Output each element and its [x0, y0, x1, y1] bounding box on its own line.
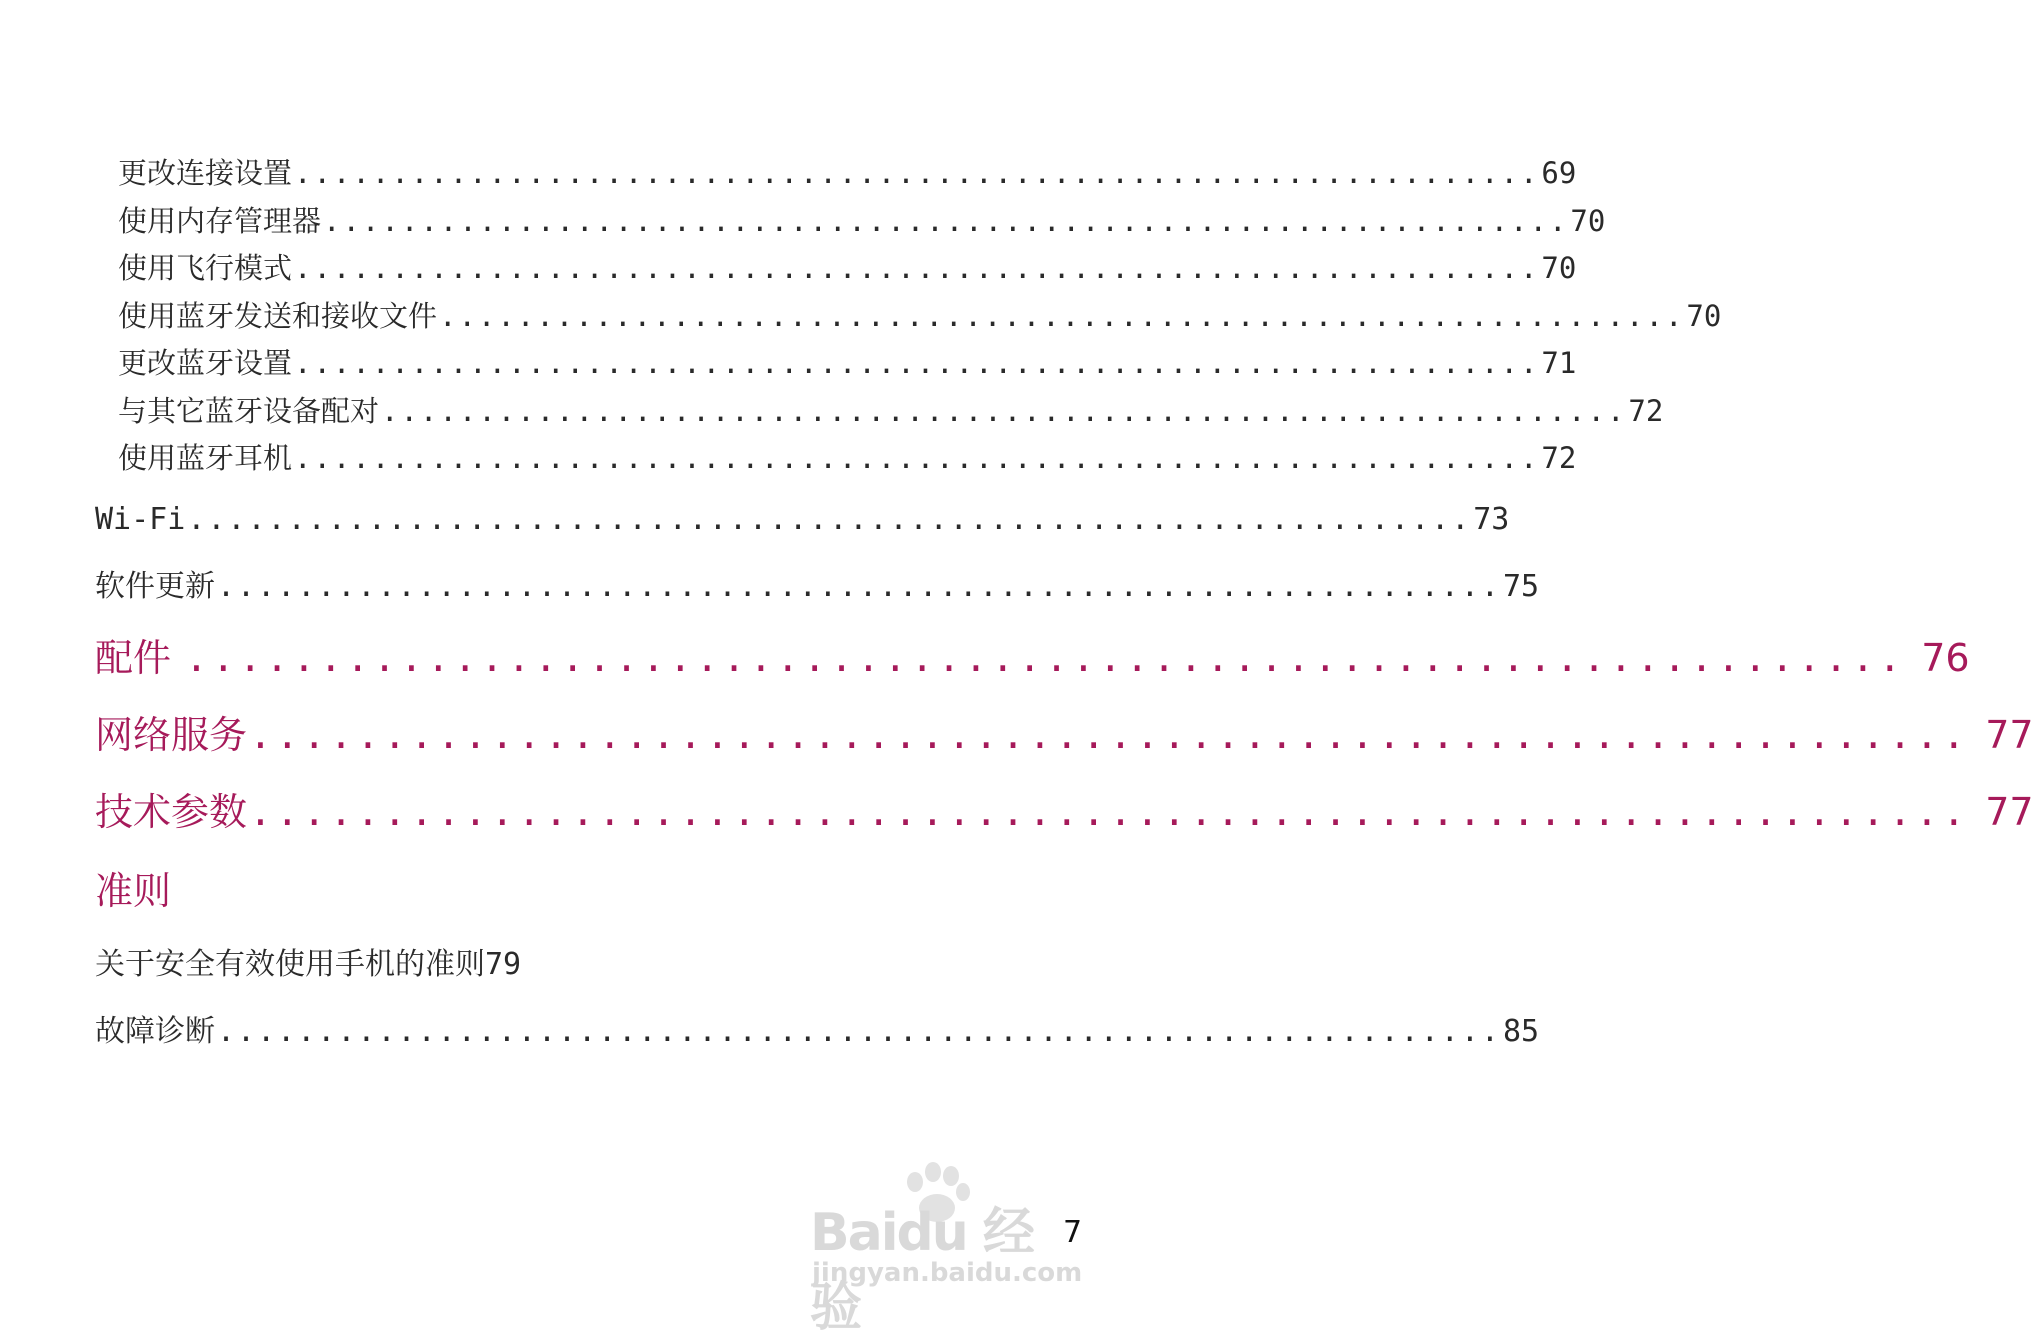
toc-entry[interactable] — [95, 245, 1577, 293]
toc-entry-page: 70 — [1686, 298, 1722, 333]
dot-leader: ................................................................ — [323, 203, 1569, 238]
toc-section-title: 网络服务 — [95, 712, 248, 757]
toc-entry-page: 70 — [1570, 203, 1606, 238]
toc-entry-title: 与其它蓝牙设备配对 — [118, 393, 380, 428]
page-number: 7 — [1063, 1215, 1083, 1250]
dot-leader: ................................................................ — [294, 156, 1540, 190]
toc-entry-title: 使用蓝牙耳机 — [118, 441, 293, 475]
toc-entry-page: 69 — [1541, 156, 1577, 190]
toc-entry-page: 79 — [485, 946, 522, 982]
toc-entry-title: 更改蓝牙设置 — [118, 346, 293, 380]
toc-entry-page: 73 — [1473, 501, 1510, 537]
dot-leader: ................................................................ — [381, 393, 1627, 428]
watermark-url: jingyan.baidu.com — [812, 1258, 1083, 1288]
dot-leader: ................................................................ — [249, 712, 1970, 757]
toc-entry[interactable] — [95, 388, 1664, 436]
toc-section-network-service[interactable] — [95, 697, 2034, 774]
watermark-brand: Baidu 经验 — [810, 1203, 1033, 1338]
toc-entry-title: 使用飞行模式 — [118, 251, 293, 285]
toc-heading-guidelines: 准则 — [95, 868, 172, 913]
toc-entry[interactable] — [95, 150, 1577, 198]
toc-entry-page: 72 — [1541, 441, 1577, 475]
toc-entry-page: 75 — [1502, 568, 1540, 604]
dot-leader: ................................................................ — [249, 789, 1970, 834]
dot-leader: ................................................................ — [294, 346, 1540, 380]
toc-entry-page: 71 — [1541, 346, 1577, 380]
dot-leader: ................................................................ — [185, 635, 1906, 680]
toc-section-accessories[interactable] — [95, 620, 1970, 697]
toc-section-title: 配件 — [95, 635, 172, 680]
toc-entry-title: Wi-Fi — [95, 501, 186, 537]
baidu-watermark — [810, 1160, 1083, 1338]
toc-entry-software-update[interactable] — [95, 553, 1540, 620]
toc-entry-title: 更改连接设置 — [118, 156, 293, 190]
toc-entry-title: 软件更新 — [95, 568, 215, 604]
toc-section-tech-specs[interactable] — [95, 774, 2034, 851]
toc-section-page: 77 — [1985, 789, 2034, 834]
table-of-contents — [95, 150, 2034, 1065]
toc-section-title: 技术参数 — [95, 789, 248, 834]
toc-entry-page: 72 — [1628, 393, 1664, 428]
toc-entry-title: 使用内存管理器 — [118, 203, 322, 238]
dot-leader: ................................................................ — [294, 251, 1540, 285]
dot-leader: ................................................................ — [439, 298, 1685, 333]
toc-entry-title: 使用蓝牙发送和接收文件 — [118, 298, 438, 333]
dot-leader: ................................................................ — [187, 501, 1472, 537]
toc-entry[interactable] — [95, 293, 1722, 341]
dot-leader: ................................................................ — [217, 1013, 1501, 1049]
toc-entry[interactable] — [95, 435, 1577, 483]
toc-entry-page: 70 — [1541, 251, 1577, 285]
toc-entry-safety[interactable] — [95, 931, 551, 998]
toc-entry-troubleshooting[interactable] — [95, 998, 1540, 1065]
toc-entry-page: 85 — [1502, 1013, 1540, 1049]
dot-leader: ................................................................ — [294, 441, 1540, 475]
toc-section-page: 76 — [1921, 635, 1970, 680]
toc-entry[interactable] — [95, 198, 1606, 246]
toc-entry-wifi[interactable] — [95, 486, 1510, 553]
toc-entry-title: 故障诊断 — [95, 1013, 215, 1049]
toc-entry-title: 关于安全有效使用手机的准则 — [95, 946, 485, 982]
toc-section-page: 77 — [1985, 712, 2034, 757]
dot-leader: ................................................................ — [217, 568, 1501, 604]
toc-entry[interactable] — [95, 340, 1577, 388]
